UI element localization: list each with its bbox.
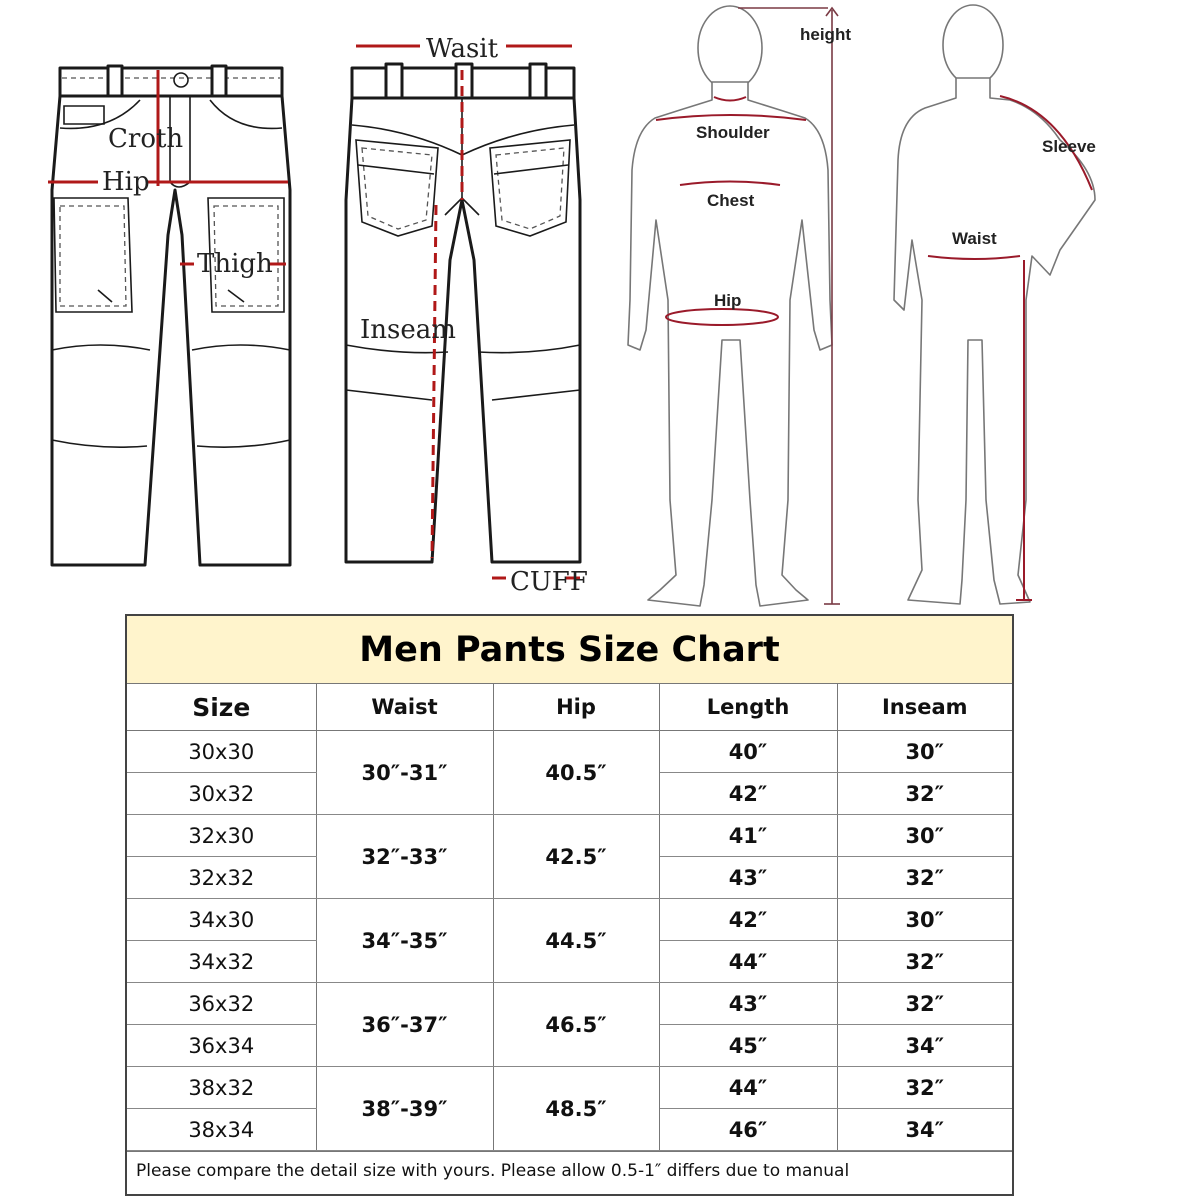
size-table <box>127 684 1012 1151</box>
waist-label: Wasit <box>426 34 499 64</box>
length-cell: 46″ <box>659 1109 837 1151</box>
height-label: height <box>800 25 851 44</box>
size-chart <box>125 614 1014 1196</box>
cuff-label: CUFF <box>510 567 588 597</box>
length-cell: 42″ <box>659 773 837 815</box>
chart-note: Please compare the detail size with yours. Please allow 0.5-1″ differs due to manual <box>127 1151 1012 1190</box>
inseam-cell: 32″ <box>837 941 1012 983</box>
inseam-cell: 30″ <box>837 731 1012 773</box>
waist-cell: 30″-31″ <box>316 731 493 815</box>
sleeve-label: Sleeve <box>1042 137 1096 156</box>
size-cell: 34x32 <box>127 941 316 983</box>
header-hip: Hip <box>493 684 659 731</box>
inseam-cell: 32″ <box>837 857 1012 899</box>
hip-cell: 40.5″ <box>493 731 659 815</box>
length-cell: 44″ <box>659 941 837 983</box>
size-cell: 36x32 <box>127 983 316 1025</box>
header-length: Length <box>659 684 837 731</box>
table-row <box>127 899 1012 941</box>
header-waist: Waist <box>316 684 493 731</box>
length-cell: 42″ <box>659 899 837 941</box>
waist-cell: 38″-39″ <box>316 1067 493 1151</box>
table-row <box>127 1067 1012 1109</box>
size-cell: 30x30 <box>127 731 316 773</box>
hip-label: Hip <box>102 167 150 197</box>
body-back-figure <box>894 5 1095 604</box>
body-waist-label: Waist <box>952 229 997 248</box>
size-cell: 32x32 <box>127 857 316 899</box>
size-cell: 38x34 <box>127 1109 316 1151</box>
waist-cell: 36″-37″ <box>316 983 493 1067</box>
size-cell: 32x30 <box>127 815 316 857</box>
body-hip-label: Hip <box>714 291 742 310</box>
chest-label: Chest <box>707 191 755 210</box>
inseam-cell: 34″ <box>837 1109 1012 1151</box>
length-cell: 40″ <box>659 731 837 773</box>
crotch-label: Croth <box>108 124 184 154</box>
header-inseam: Inseam <box>837 684 1012 731</box>
length-cell: 41″ <box>659 815 837 857</box>
waist-cell: 32″-33″ <box>316 815 493 899</box>
table-row <box>127 731 1012 773</box>
inseam-cell: 34″ <box>837 1025 1012 1067</box>
inseam-cell: 30″ <box>837 899 1012 941</box>
waist-cell: 34″-35″ <box>316 899 493 983</box>
inseam-label: Inseam <box>360 315 456 345</box>
hip-cell: 42.5″ <box>493 815 659 899</box>
inseam-cell: 32″ <box>837 1067 1012 1109</box>
chart-title: Men Pants Size Chart <box>127 616 1012 684</box>
inseam-cell: 32″ <box>837 983 1012 1025</box>
pants-back-drawing <box>346 46 580 578</box>
length-cell: 45″ <box>659 1025 837 1067</box>
length-cell: 44″ <box>659 1067 837 1109</box>
size-cell: 30x32 <box>127 773 316 815</box>
header-size: Size <box>127 684 316 731</box>
shoulder-label: Shoulder <box>696 123 770 142</box>
inseam-cell: 30″ <box>837 815 1012 857</box>
size-cell: 38x32 <box>127 1067 316 1109</box>
hip-cell: 48.5″ <box>493 1067 659 1151</box>
length-cell: 43″ <box>659 983 837 1025</box>
thigh-label: Thigh <box>197 249 273 279</box>
size-cell: 34x30 <box>127 899 316 941</box>
hip-cell: 46.5″ <box>493 983 659 1067</box>
length-cell: 43″ <box>659 857 837 899</box>
table-row <box>127 815 1012 857</box>
inseam-cell: 32″ <box>837 773 1012 815</box>
table-row <box>127 983 1012 1025</box>
table-header-row <box>127 684 1012 731</box>
size-cell: 36x34 <box>127 1025 316 1067</box>
hip-cell: 44.5″ <box>493 899 659 983</box>
